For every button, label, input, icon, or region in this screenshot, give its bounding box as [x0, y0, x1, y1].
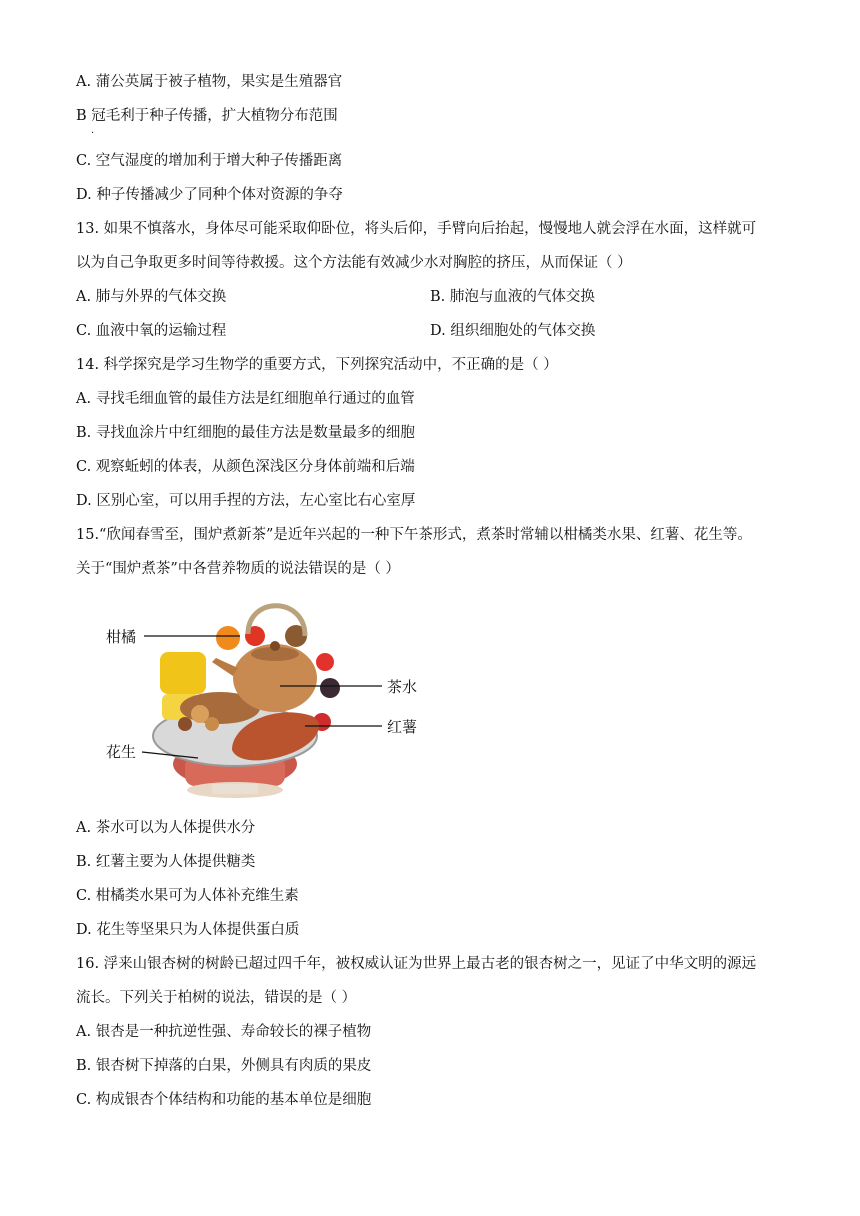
q13-stem-line2: 以为自己争取更多时间等待救援。这个方法能有效减少水对胸腔的挤压，从而保证（ ） — [76, 255, 632, 271]
q14-stem: 14. 科学探究是学习生物学的重要方式，下列探究活动中，不正确的是（ ） — [76, 357, 558, 373]
option-b-dot: · — [91, 128, 95, 139]
q12-option-b: B 冠毛利于种子传播，扩大植物分布范围 — [76, 108, 338, 124]
q12-option-a: A. 蒲公英属于被子植物，果实是生殖器官 — [76, 74, 343, 90]
q14-option-a: A. 寻找毛细血管的最佳方法是红细胞单行通过的血管 — [76, 391, 415, 407]
tea-stove-figure — [100, 596, 430, 802]
label-orange: 柑橘 — [106, 628, 137, 646]
label-peanut: 花生 — [106, 743, 137, 761]
q14-option-d: D. 区别心室，可以用手捏的方法，左心室比右心室厚 — [76, 493, 416, 509]
q13-option-b: B. 肺泡与血液的气体交换 — [430, 289, 595, 305]
q15-option-d: D. 花生等坚果只为人体提供蛋白质 — [76, 922, 300, 938]
q13-option-d: D. 组织细胞处的气体交换 — [430, 323, 596, 339]
q15-option-b: B. 红薯主要为人体提供糖类 — [76, 854, 256, 870]
q14-option-b: B. 寻找血涂片中红细胞的最佳方法是数量最多的细胞 — [76, 425, 415, 441]
q16-option-b: B. 银杏树下掉落的白果，外侧具有肉质的果皮 — [76, 1058, 372, 1074]
q15-option-a: A. 茶水可以为人体提供水分 — [76, 820, 256, 836]
q14-option-c: C. 观察蚯蚓的体表，从颜色深浅区分身体前端和后端 — [76, 459, 415, 475]
q16-option-a: A. 银杏是一种抗逆性强、寿命较长的裸子植物 — [76, 1024, 372, 1040]
q13-stem-line1: 13. 如果不慎落水，身体尽可能采取仰卧位，将头后仰，手臂向后抬起，慢慢地人就会浮在水面，这样就可 — [76, 221, 757, 237]
q15-option-c: C. 柑橘类水果可为人体补充维生素 — [76, 888, 299, 904]
tea-stove-illustration — [100, 596, 430, 802]
label-tea: 茶水 — [387, 678, 418, 696]
q13-option-a: A. 肺与外界的气体交换 — [76, 289, 227, 305]
q15-stem-line1: 15.“欣闻春雪至，围炉煮新茶”是近年兴起的一种下午茶形式，煮茶时常辅以柑橘类水果、红薯、花生等。 — [76, 527, 752, 543]
q16-stem-line1: 16. 浮来山银杏树的树龄已超过四千年，被权威认证为世界上最古老的银杏树之一，见证了中华文明的源远 — [76, 956, 757, 972]
q12-option-d: D. 种子传播减少了同种个体对资源的争夺 — [76, 187, 343, 203]
q13-option-c: C. 血液中氧的运输过程 — [76, 323, 227, 339]
q16-stem-line2: 流长。下列关于柏树的说法，错误的是（ ） — [76, 990, 357, 1006]
q12-option-c: C. 空气湿度的增加利于增大种子传播距离 — [76, 153, 343, 169]
label-sweet-potato: 红薯 — [387, 718, 418, 736]
q15-stem-line2: 关于“围炉煮茶”中各营养物质的说法错误的是（ ） — [76, 561, 400, 577]
q16-option-c: C. 构成银杏个体结构和功能的基本单位是细胞 — [76, 1092, 372, 1108]
